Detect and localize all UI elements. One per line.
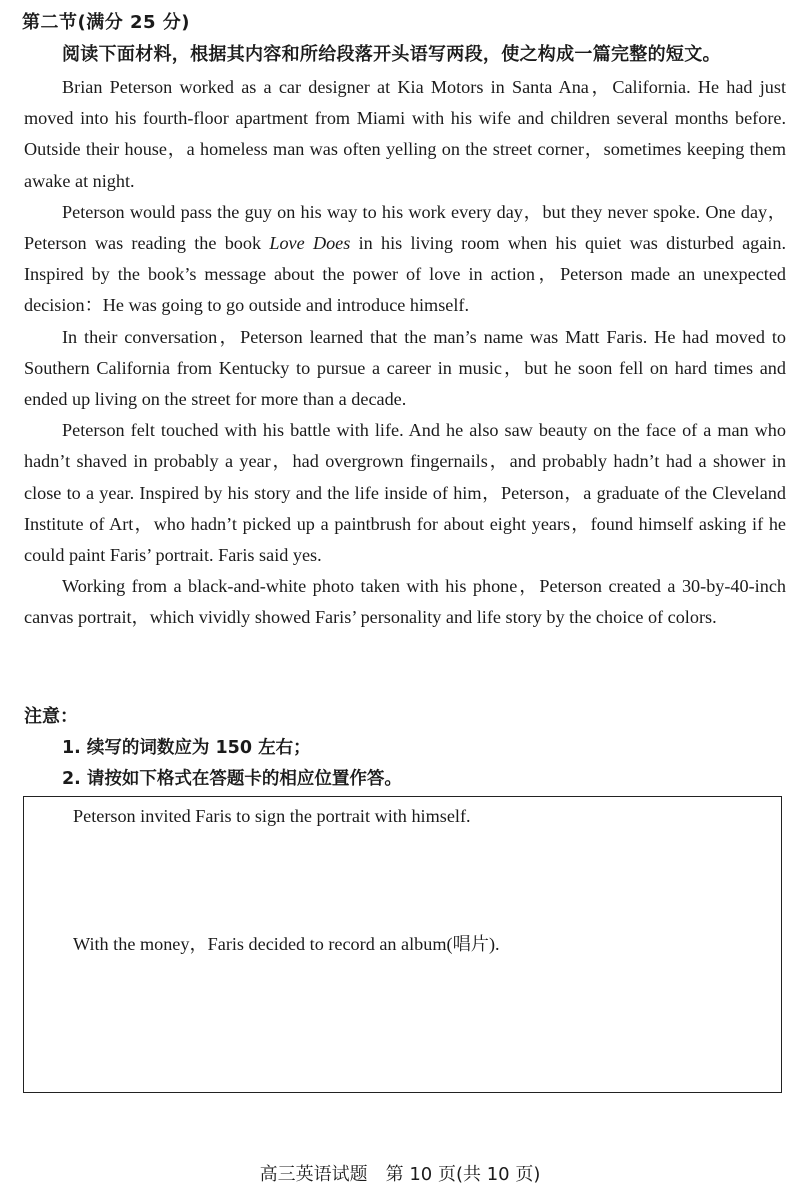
page-footer: 高三英语试题 第 10 页(共 10 页) [259, 1164, 541, 1185]
passage-paragraph-1: Brian Peterson worked as a car designer at Kia Motors in Santa Ana，California. He had just moved into his fourth-floor apartment from Miami with his wife and children several months before. Outside their house，a homeless man was often yelling on the street corner，sometimes keeping them awake at night. [24, 77, 786, 191]
answer-box [23, 796, 782, 1093]
notes-list [62, 733, 402, 795]
passage-paragraph-3: In their conversation，Peterson learned that the man’s name was Matt Faris. He had moved to Southern California from Kentucky to pursue a career in music，but he soon fell on hard times and ended up living on the street for more than a decade. [24, 326, 786, 410]
paragraph-prompt-1: Peterson invited Faris to sign the portrait with himself. [73, 806, 471, 826]
note-item-1: 1. 续写的词数应为 150 左右； [62, 738, 311, 758]
paragraph-prompt-2: With the money，Faris decided to record an album(唱片). [73, 934, 500, 954]
paragraph-2-part-1: Peterson would pass the guy on his way to his work every day，but they never spoke. One day，Peterson was reading the book [24, 201, 786, 254]
note-item-2: 2. 请按如下格式在答题卡的相应位置作答。 [62, 769, 402, 789]
instruction-text: 阅读下面材料，根据其内容和所给段落开头语写两段，使之构成一篇完整的短文。 [62, 44, 721, 65]
passage-paragraph-5: Working from a black-and-white photo taken with his phone，Peterson created a 30-by-40-inch canvas portrait，which vividly showed Faris’ personality and life story by the choice of colors. [24, 576, 786, 628]
reading-passage [24, 72, 786, 634]
section-title: 第二节(满分 25 分) [22, 12, 191, 33]
passage-paragraph-2 [24, 197, 786, 322]
notes-label: 注意： [24, 706, 78, 727]
paragraph-2-part-2: in his living room when his quiet was disturbed again. Inspired by the book’s message about the power of love in action，Peterson made an unexpected decision：He was going to go outside and introduce himself. [24, 233, 787, 316]
book-title: Love Does [269, 233, 351, 254]
passage-paragraph-4: Peterson felt touched with his battle with life. And he also saw beauty on the face of a man who hadn’t shaved in probably a year，had overgrown fingernails，and probably hadn’t had a shower in close to a year. Inspired by his story and the life inside of him，Peterson，a graduate of the Cleveland Institute of Art，who hadn’t picked up a paintbrush for about eight years，found himself asking if he could paint Faris’ portrait. Faris said yes. [24, 420, 786, 566]
